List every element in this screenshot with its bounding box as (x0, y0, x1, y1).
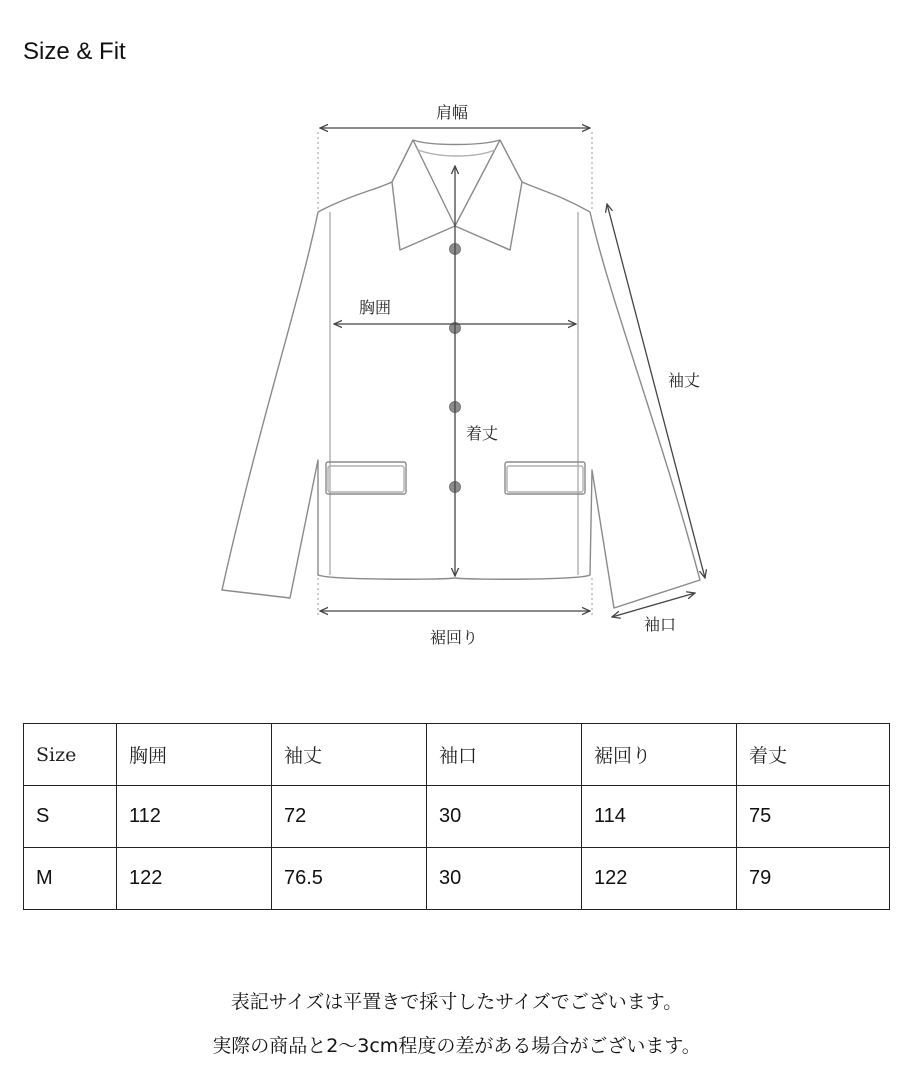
cell-sleeve-length: 76.5 (272, 848, 427, 910)
label-cuff: 袖口 (644, 615, 677, 634)
header-hem: 裾回り (582, 724, 737, 786)
table-row (24, 786, 890, 848)
cell-size: M (24, 848, 117, 910)
label-body-length: 着丈 (466, 424, 499, 443)
table-header-row (24, 724, 890, 786)
cell-chest: 112 (117, 786, 272, 848)
cell-cuff: 30 (427, 786, 582, 848)
label-shoulder: 肩幅 (436, 103, 469, 122)
header-body-length: 着丈 (737, 724, 890, 786)
size-table (23, 723, 890, 910)
cell-size: S (24, 786, 117, 848)
header-size: Size (24, 724, 117, 786)
label-hem: 裾回り (430, 628, 479, 647)
table-row (24, 848, 890, 910)
note-line-2: 実際の商品と2〜3cm程度の差がある場合がございます。 (212, 1035, 701, 1057)
page-title: Size & Fit (23, 38, 126, 65)
header-chest: 胸囲 (117, 724, 272, 786)
cell-hem: 122 (582, 848, 737, 910)
cell-body-length: 75 (737, 786, 890, 848)
sleeve-length-arrow (607, 204, 705, 578)
header-sleeve-length: 袖丈 (272, 724, 427, 786)
cell-chest: 122 (117, 848, 272, 910)
label-sleeve-length: 袖丈 (668, 371, 701, 390)
cell-cuff: 30 (427, 848, 582, 910)
note-line-1: 表記サイズは平置きで採寸したサイズでございます。 (230, 991, 683, 1013)
header-cuff: 袖口 (427, 724, 582, 786)
cell-hem: 114 (582, 786, 737, 848)
cell-body-length: 79 (737, 848, 890, 910)
jacket-measurement-diagram (0, 90, 913, 660)
label-chest: 胸囲 (359, 298, 392, 317)
jacket-illustration (0, 90, 913, 660)
cell-sleeve-length: 72 (272, 786, 427, 848)
